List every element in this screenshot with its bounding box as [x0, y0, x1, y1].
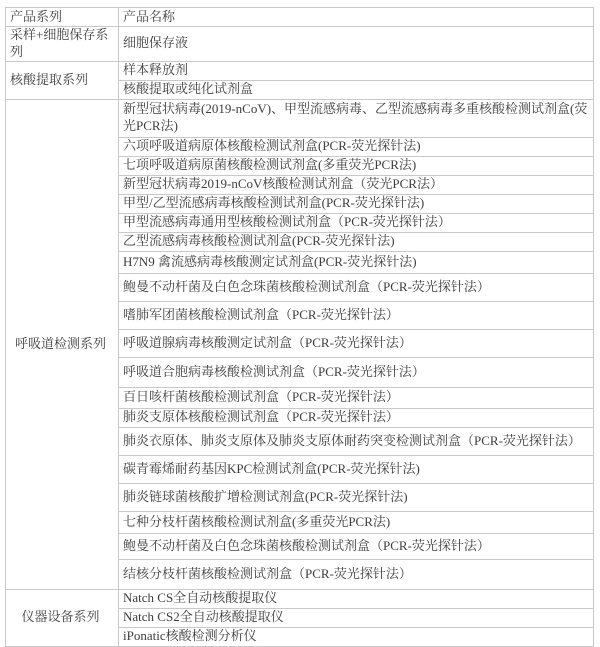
series-cell-sampling: 采样+细胞保存系列: [6, 27, 119, 62]
product-cell: 甲型/乙型流感病毒核酸检测试剂盒(PCR-荧光探针法): [119, 194, 594, 213]
table-row: [6, 61, 594, 80]
product-cell: iPonatic核酸检测分析仪: [119, 627, 594, 646]
column-header-product: 产品名称: [119, 8, 594, 27]
product-cell: 呼吸道合胞病毒核酸检测试剂盒（PCR-荧光探针法）: [119, 357, 594, 387]
table-row: [6, 589, 594, 608]
series-cell-extraction: 核酸提取系列: [6, 61, 119, 99]
product-cell: 碳青霉烯耐药基因KPC检测试剂盒(PCR-荧光探针法): [119, 455, 594, 483]
product-cell: 七项呼吸道病原菌核酸检测试剂盒(多重荧光PCR法): [119, 156, 594, 175]
product-cell: 六项呼吸道病原体核酸检测试剂盒(PCR-荧光探针法): [119, 137, 594, 156]
product-cell: H7N9 禽流感病毒核酸测定试剂盒(PCR-荧光探针法): [119, 251, 594, 273]
products-table: [5, 7, 594, 647]
series-cell-instruments: 仪器设备系列: [6, 589, 119, 646]
product-cell: 七种分枝杆菌核酸检测试剂盒(多重荧光PCR法): [119, 511, 594, 533]
product-cell: 细胞保存液: [119, 27, 594, 62]
product-cell: 核酸提取或纯化试剂盒: [119, 80, 594, 99]
product-cell: 结核分枝杆菌核酸检测试剂盒（PCR-荧光探针法）: [119, 559, 594, 589]
product-cell: 肺炎衣原体、肺炎支原体及肺炎支原体耐药突变检测试剂盒（PCR-荧光探针法）: [119, 427, 594, 455]
product-cell: 呼吸道腺病毒核酸测定试剂盒（PCR-荧光探针法）: [119, 329, 594, 357]
column-header-series: 产品系列: [6, 8, 119, 27]
header-row: [6, 8, 594, 27]
product-cell: 新型冠状病毒(2019-nCoV)、甲型流感病毒、乙型流感病毒多重核酸检测试剂盒(荧光PCR法): [119, 99, 594, 137]
series-cell-respiratory: 呼吸道检测系列: [6, 99, 119, 589]
product-cell: 肺炎链球菌核酸扩增检测试剂盒(PCR-荧光探针法): [119, 483, 594, 511]
product-cell: 甲型流感病毒通用型核酸检测试剂盒（PCR-荧光探针法）: [119, 213, 594, 232]
product-cell: Natch CS2全自动核酸提取仪: [119, 608, 594, 627]
product-cell: 乙型流感病毒核酸检测试剂盒(PCR-荧光探针法): [119, 232, 594, 251]
table-row: [6, 27, 594, 62]
product-cell: Natch CS全自动核酸提取仪: [119, 589, 594, 608]
table-row: [6, 99, 594, 137]
product-cell: 新型冠状病毒2019-nCoV核酸检测试剂盒（荧光PCR法）: [119, 175, 594, 194]
product-cell: 肺炎支原体核酸检测试剂盒（PCR-荧光探针法）: [119, 408, 594, 427]
product-cell: 鲍曼不动杆菌及白色念珠菌核酸检测试剂盒（PCR-荧光探针法）: [119, 273, 594, 301]
product-cell: 百日咳杆菌核酸检测试剂盒（PCR-荧光探针法）: [119, 387, 594, 408]
product-cell: 嗜肺军团菌核酸检测试剂盒（PCR-荧光探针法）: [119, 301, 594, 329]
product-cell: 样本释放剂: [119, 61, 594, 80]
product-cell: 鲍曼不动杆菌及白色念珠菌核酸检测试剂盒（PCR-荧光探针法）: [119, 533, 594, 559]
